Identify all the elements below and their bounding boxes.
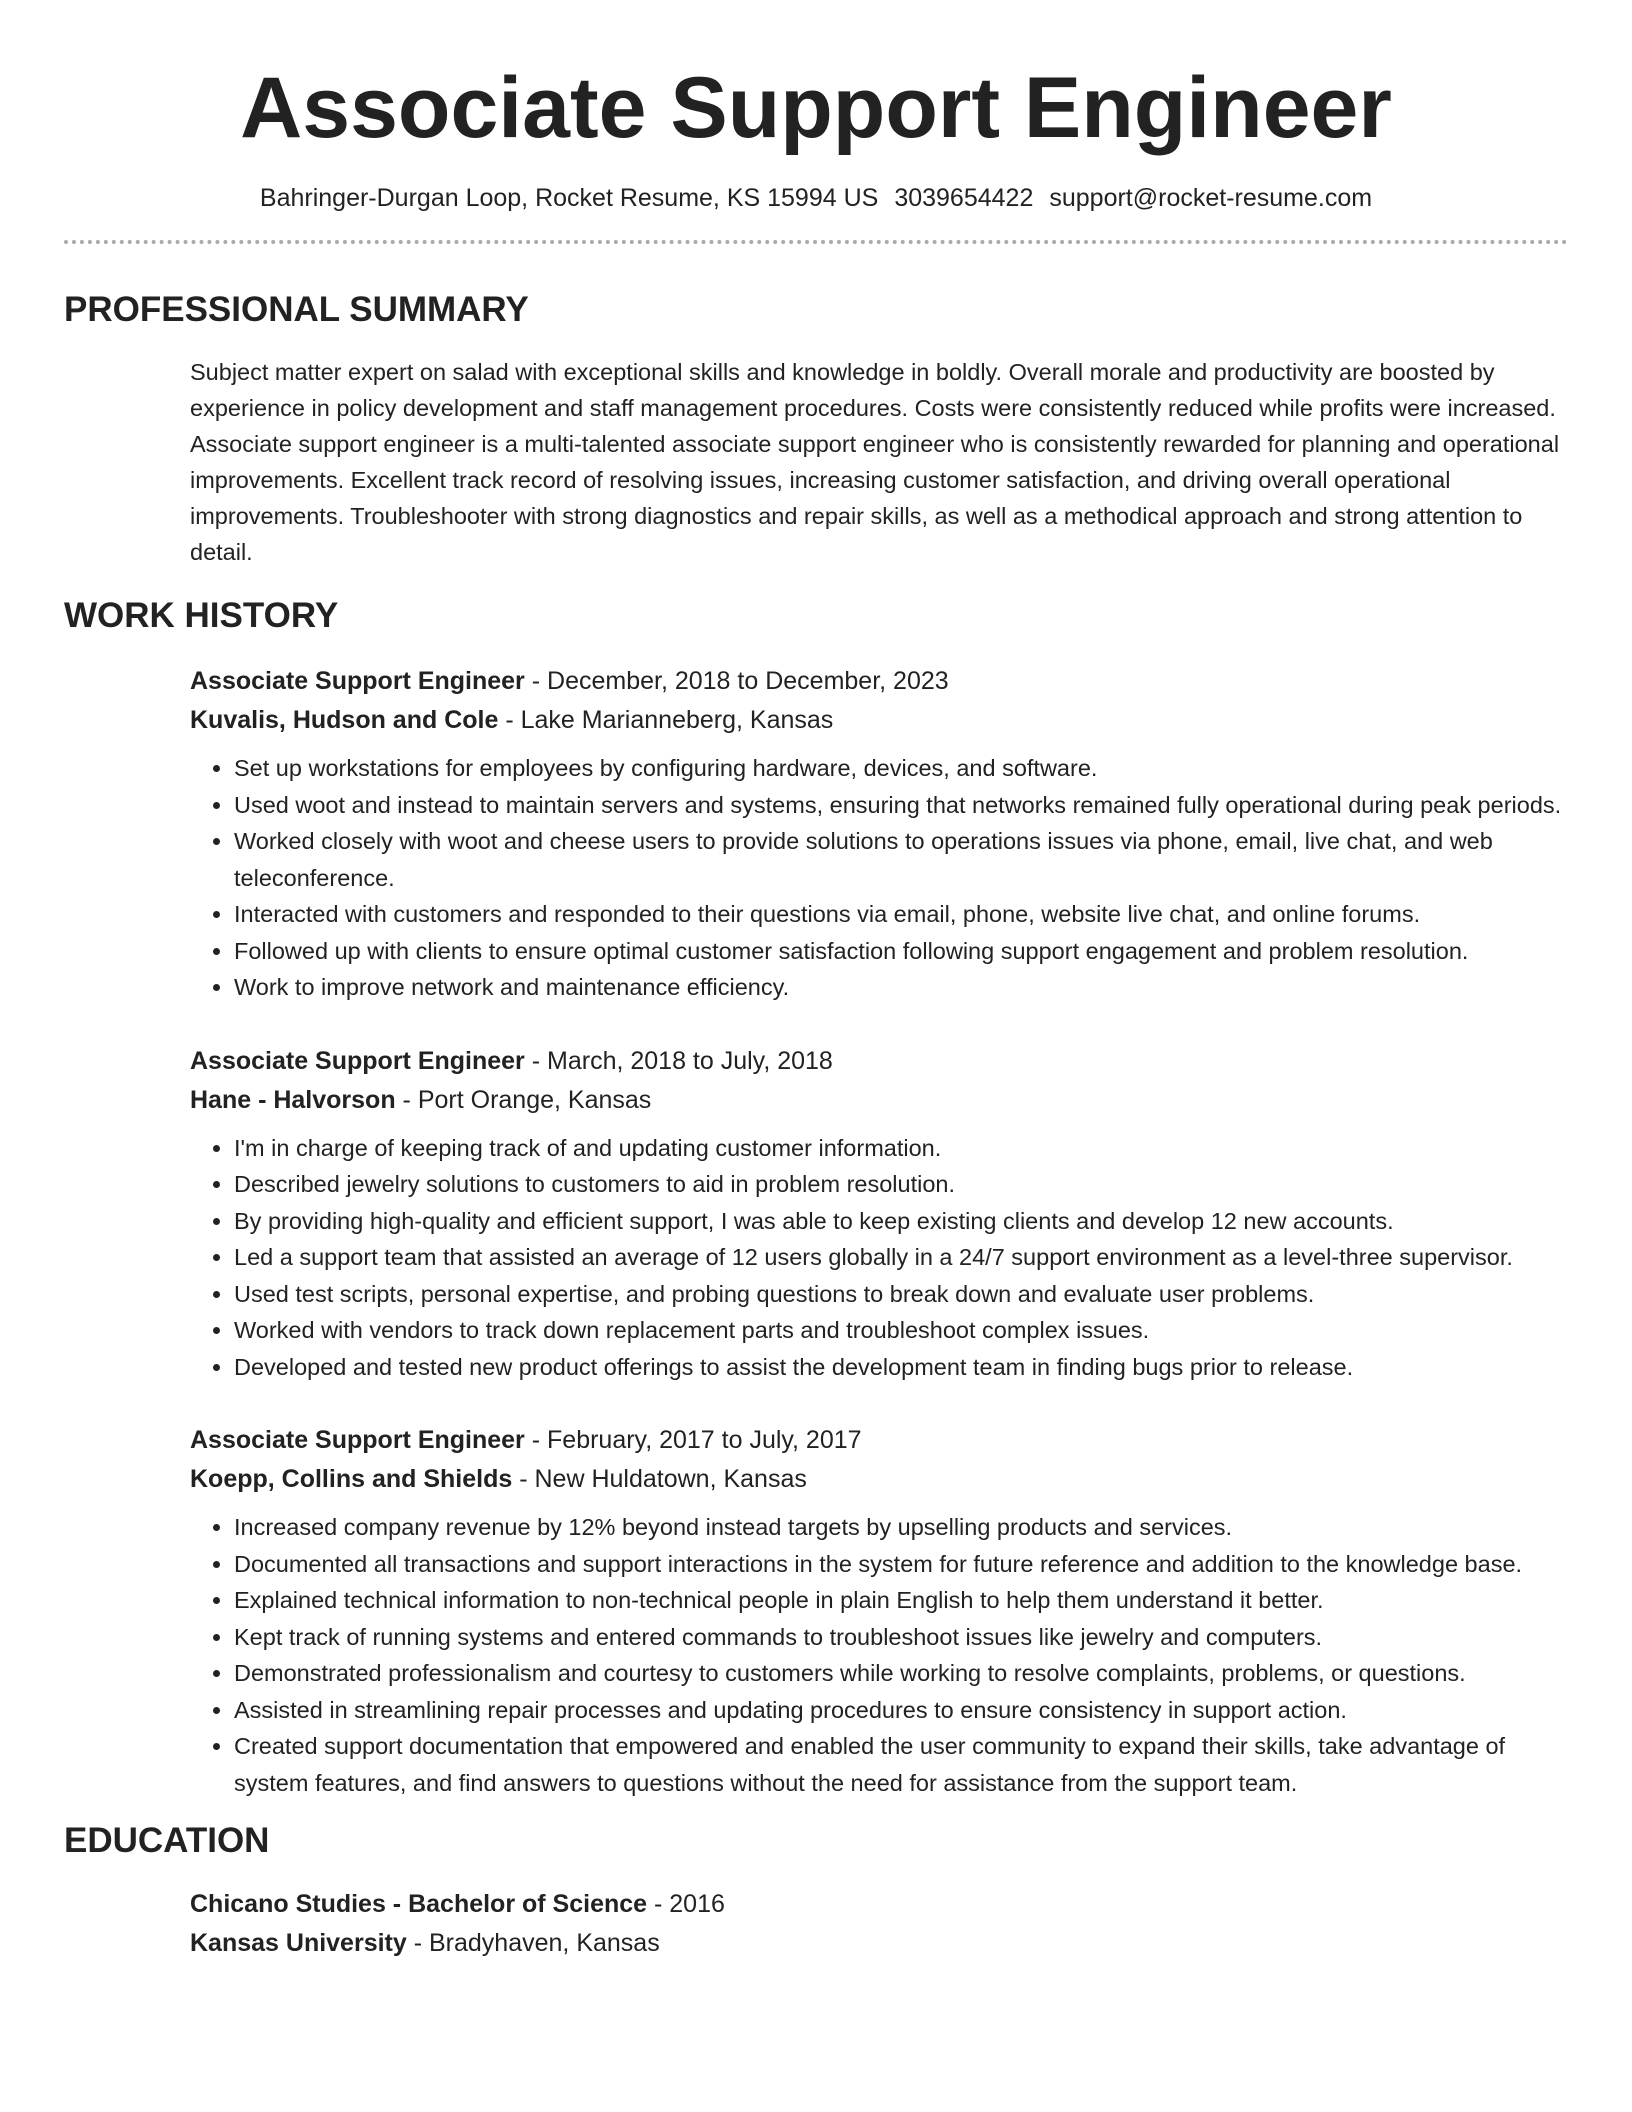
job-company: Hane - Halvorson — [190, 1085, 396, 1114]
list-item: • Created support documentation that empowered and enabled the user community to expand their skills, take advantage of system features, and find answers to questions without the need for assistance from the support team. — [234, 1728, 1568, 1801]
header-divider — [64, 240, 1568, 244]
list-item: • Documented all transactions and support interactions in the system for future reference and addition to the knowledge base. — [234, 1546, 1568, 1583]
list-item: • Described jewelry solutions to customers to aid in problem resolution. — [234, 1166, 1568, 1203]
education-year: - 2016 — [647, 1890, 725, 1918]
job-company-line — [190, 1081, 1568, 1120]
page-title: Associate Support Engineer — [240, 60, 1392, 156]
education-school-line — [190, 1924, 1568, 1963]
job-location: - Lake Marianneberg, Kansas — [498, 706, 834, 734]
contact-phone: 3039654422 — [894, 184, 1034, 212]
job-role: Associate Support Engineer — [190, 1426, 525, 1454]
job-title-line — [190, 1042, 1568, 1081]
list-item: • Used woot and instead to maintain servers and systems, ensuring that networks remained fully operational during peak periods. — [234, 787, 1568, 824]
job-location: - New Huldatown, Kansas — [512, 1465, 807, 1493]
job-role: Associate Support Engineer — [190, 1046, 525, 1075]
job-title-line — [190, 1421, 1568, 1460]
contact-line — [64, 182, 1568, 214]
list-item: • I'm in charge of keeping track of and updating customer information. — [234, 1130, 1568, 1167]
list-item: • Followed up with clients to ensure optimal customer satisfaction following support engagement and problem resolution. — [234, 933, 1568, 970]
job-title-line — [190, 662, 1568, 701]
list-item: • Assisted in streamlining repair processes and updating procedures to ensure consistency in support action. — [234, 1692, 1568, 1729]
summary-text: Subject matter expert on salad with exceptional skills and knowledge in boldly. Overall morale and productivity are boosted by experience in policy development and staff management procedures. Costs were consistently reduced while profits were increased. Associate support engineer is a multi-talented associate support engineer who is consistently rewarded for planning and operational improvements. Excellent track record of resolving issues, increasing customer satisfaction, and driving overall operational improvements. Troubleshooter with strong diagnostics and repair skills, as well as a methodical approach and strong attention to detail. — [190, 359, 1560, 565]
list-item: • Developed and tested new product offerings to assist the development team in finding bugs prior to release. — [234, 1349, 1568, 1386]
list-item: • Explained technical information to non-technical people in plain English to help them understand it better. — [234, 1582, 1568, 1619]
work-history-heading: WORK HISTORY — [64, 596, 339, 635]
contact-address: Bahringer-Durgan Loop, Rocket Resume, KS 15994 US — [259, 184, 879, 212]
list-item: • Interacted with customers and responded to their questions via email, phone, website live chat, and online forums. — [234, 896, 1568, 933]
summary-heading: PROFESSIONAL SUMMARY — [64, 290, 529, 329]
job-location: - Port Orange, Kansas — [395, 1085, 652, 1114]
job-dates: - February, 2017 to July, 2017 — [524, 1426, 862, 1454]
job-entry — [190, 1421, 1568, 1801]
job-dates: - December, 2018 to December, 2023 — [524, 667, 949, 695]
list-item: • Set up workstations for employees by configuring hardware, devices, and software. — [234, 750, 1568, 787]
education-degree: Chicano Studies - Bachelor of Science — [190, 1890, 648, 1918]
list-item: • Used test scripts, personal expertise, and probing questions to break down and evaluate user problems. — [234, 1276, 1568, 1313]
education-school: Kansas University — [190, 1929, 407, 1957]
job-company: Kuvalis, Hudson and Cole — [190, 706, 499, 734]
list-item: • Work to improve network and maintenance efficiency. — [234, 969, 1568, 1006]
job-dates: - March, 2018 to July, 2018 — [524, 1046, 833, 1075]
list-item: • Worked with vendors to track down replacement parts and troubleshoot complex issues. — [234, 1312, 1568, 1349]
job-company-line — [190, 1460, 1568, 1499]
job-bullets — [190, 1130, 1568, 1386]
job-company: Koepp, Collins and Shields — [190, 1465, 513, 1493]
job-role: Associate Support Engineer — [190, 667, 525, 695]
education-location: - Bradyhaven, Kansas — [406, 1929, 660, 1957]
list-item: • Kept track of running systems and entered commands to troubleshoot issues like jewelry and computers. — [234, 1619, 1568, 1656]
list-item: • Increased company revenue by 12% beyond instead targets by upselling products and services. — [234, 1509, 1568, 1546]
job-entry — [190, 1042, 1568, 1386]
list-item: • By providing high-quality and efficient support, I was able to keep existing clients and develop 12 new accounts. — [234, 1203, 1568, 1240]
job-entry — [190, 662, 1568, 1006]
job-company-line — [190, 701, 1568, 740]
education-degree-line — [190, 1885, 1568, 1924]
list-item: • Led a support team that assisted an average of 12 users globally in a 24/7 support environment as a level-three supervisor. — [234, 1239, 1568, 1276]
list-item: • Worked closely with woot and cheese users to provide solutions to operations issues via phone, email, live chat, and web teleconference. — [234, 823, 1568, 896]
list-item: • Demonstrated professionalism and courtesy to customers while working to resolve complaints, problems, or questions. — [234, 1655, 1568, 1692]
contact-email: support@rocket-resume.com — [1049, 184, 1373, 212]
education-heading: EDUCATION — [64, 1821, 270, 1860]
education-entry — [190, 1885, 1568, 1963]
job-bullets — [190, 1509, 1568, 1801]
job-bullets — [190, 750, 1568, 1006]
